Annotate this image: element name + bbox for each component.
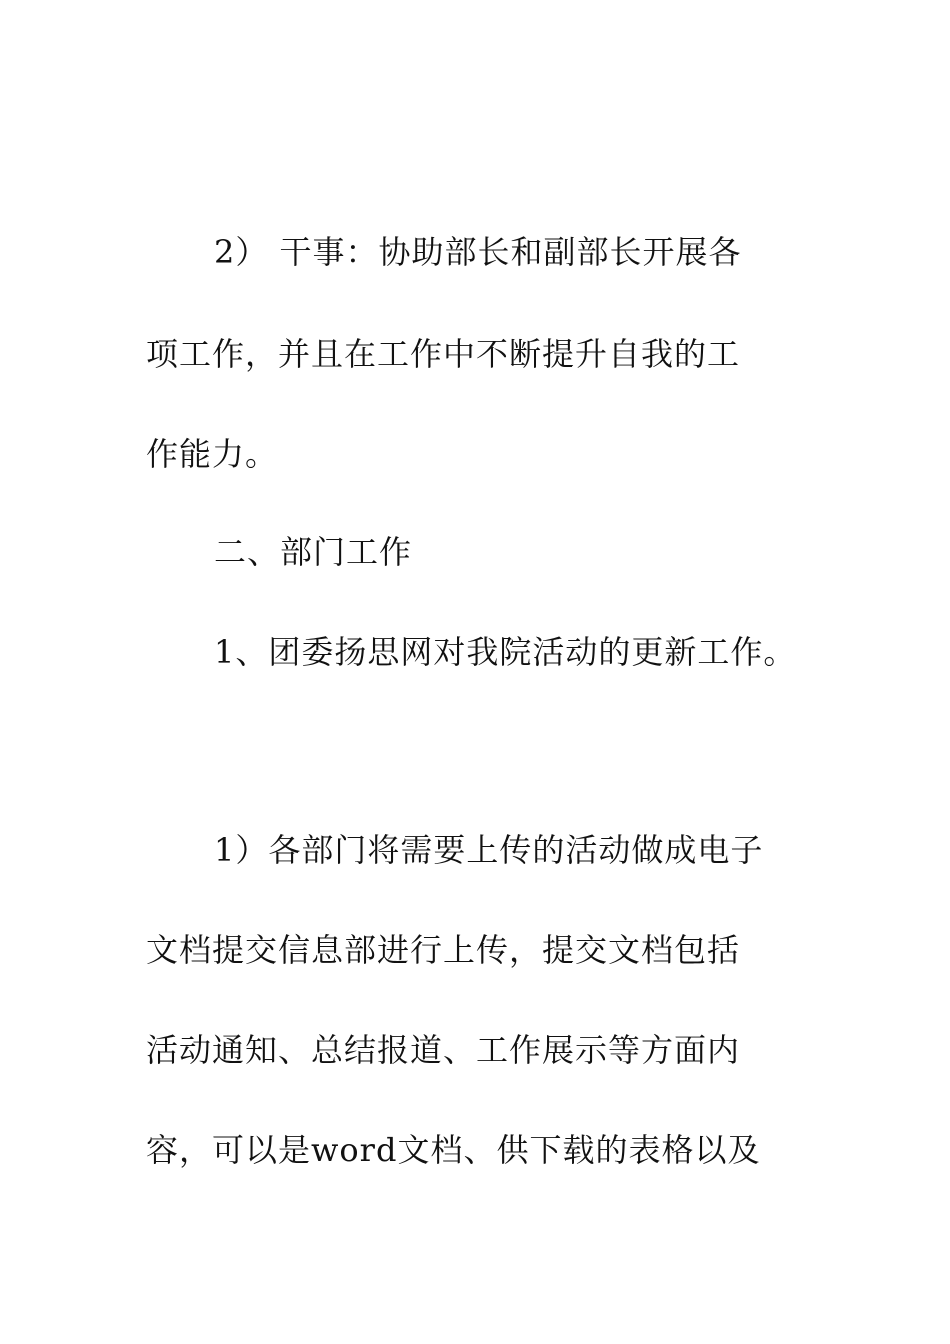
section-heading: 二、部门工作	[214, 533, 413, 571]
list-item-heading: 1、团委扬思网对我院活动的更新工作。	[214, 633, 797, 671]
paragraph-line: 项工作，并且在工作中不断提升自我的工	[146, 335, 741, 373]
paragraph-line: 作能力。	[146, 435, 279, 473]
paragraph-line: 2） 干事：协助部长和副部长开展各	[214, 233, 742, 271]
paragraph-line: 1）各部门将需要上传的活动做成电子	[214, 831, 764, 869]
paragraph-line: 活动通知、总结报道、工作展示等方面内	[146, 1031, 741, 1069]
paragraph-line: 容，可以是word文档、供下载的表格以及	[146, 1131, 761, 1169]
paragraph-line: 文档提交信息部进行上传，提交文档包括	[146, 931, 741, 969]
